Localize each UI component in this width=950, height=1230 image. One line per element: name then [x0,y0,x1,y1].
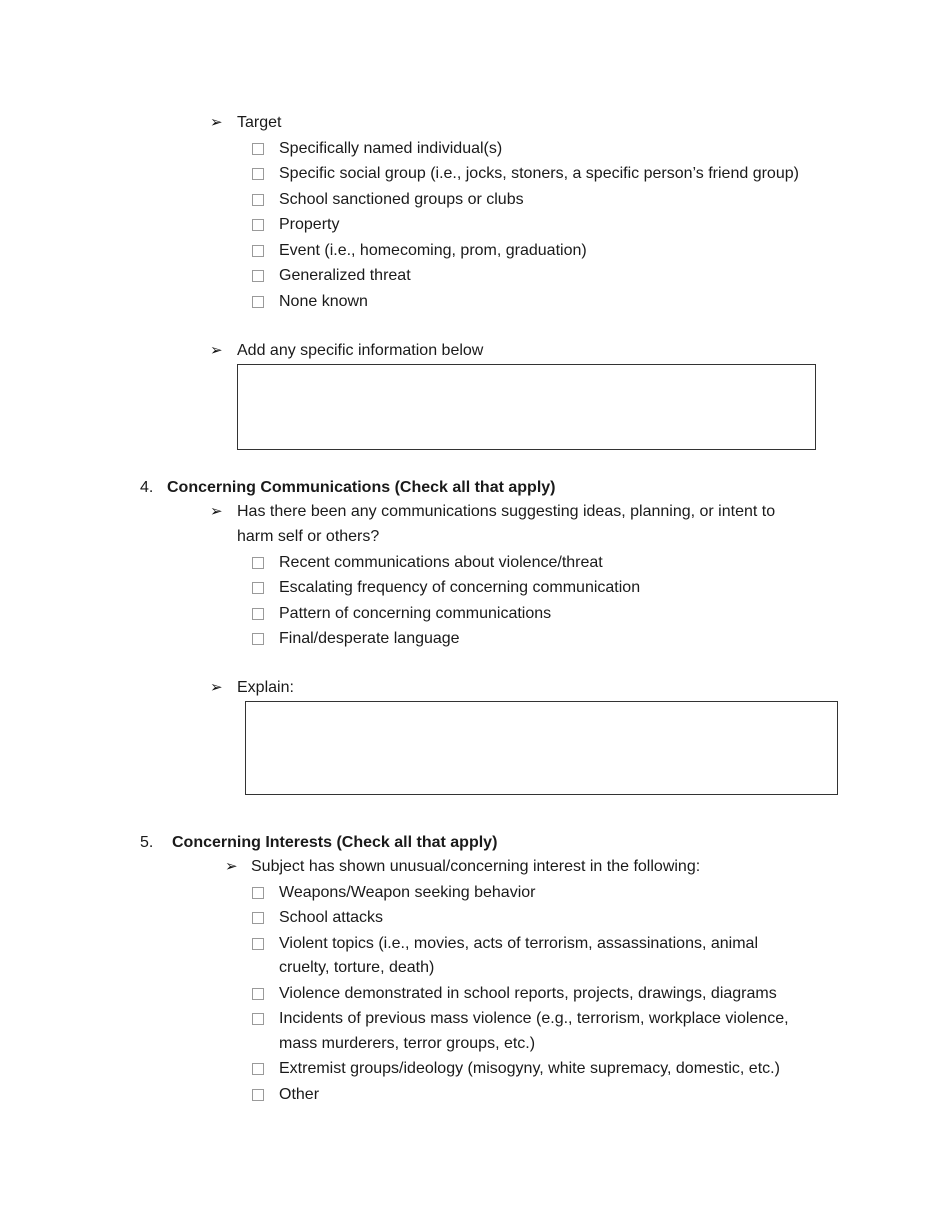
checkbox-icon[interactable] [252,887,264,899]
checkbox-icon[interactable] [252,582,264,594]
arrow-bullet-icon: ➢ [210,114,223,131]
section4-question-line2: harm self or others? [237,528,380,545]
checkbox-icon[interactable] [252,1089,264,1101]
interest-option-label: Incidents of previous mass violence (e.g., terrorism, workplace violence, [279,1010,789,1027]
add-info-prompt: Add any specific information below [237,342,484,359]
interest-option-label-continued: mass murderers, terror groups, etc.) [279,1035,536,1052]
communication-option-label: Recent communications about violence/threat [279,554,603,571]
explain-prompt: Explain: [237,679,294,696]
checkbox-icon[interactable] [252,633,264,645]
communication-option-label: Pattern of concerning communications [279,605,552,622]
specific-info-textbox[interactable] [237,364,816,450]
arrow-bullet-icon: ➢ [210,503,223,520]
checkbox-icon[interactable] [252,296,264,308]
target-option-label: School sanctioned groups or clubs [279,191,524,208]
interest-option-label: Extremist groups/ideology (misogyny, white supremacy, domestic, etc.) [279,1060,780,1077]
checkbox-icon[interactable] [252,143,264,155]
explain-textbox[interactable] [245,701,838,795]
checkbox-icon[interactable] [252,557,264,569]
checkbox-icon[interactable] [252,168,264,180]
arrow-bullet-icon: ➢ [210,679,223,696]
communication-option-label: Escalating frequency of concerning communication [279,579,641,596]
interest-option-label: School attacks [279,909,384,926]
section4-question-line1: Has there been any communications suggesting ideas, planning, or intent to [237,503,776,520]
interest-option-label: Violence demonstrated in school reports, projects, drawings, diagrams [279,985,777,1002]
target-option-label: Specifically named individual(s) [279,140,503,157]
checkbox-icon[interactable] [252,938,264,950]
target-option-label: Property [279,216,340,233]
checkbox-icon[interactable] [252,219,264,231]
interest-option-label-continued: cruelty, torture, death) [279,959,435,976]
checkbox-icon[interactable] [252,194,264,206]
section5-question: Subject has shown unusual/concerning interest in the following: [251,858,701,875]
arrow-bullet-icon: ➢ [210,342,223,359]
checkbox-icon[interactable] [252,608,264,620]
target-option-label: None known [279,293,368,310]
checkbox-icon[interactable] [252,988,264,1000]
checkbox-icon[interactable] [252,912,264,924]
arrow-bullet-icon: ➢ [225,858,238,875]
interest-option-label: Violent topics (i.e., movies, acts of terrorism, assassinations, animal [279,935,758,952]
target-option-label: Generalized threat [279,267,411,284]
target-option-label: Specific social group (i.e., jocks, stoners, a specific person’s friend group) [279,165,799,182]
checkbox-icon[interactable] [252,1013,264,1025]
communication-option-label: Final/desperate language [279,630,460,647]
interest-option-label: Other [279,1086,320,1103]
checkbox-icon[interactable] [252,245,264,257]
target-heading: Target [237,114,282,131]
target-option-label: Event (i.e., homecoming, prom, graduation) [279,242,587,259]
interest-option-label: Weapons/Weapon seeking behavior [279,884,536,901]
section5-title: Concerning Interests (Check all that apply) [172,834,498,851]
checkbox-icon[interactable] [252,1063,264,1075]
section4-title: Concerning Communications (Check all that apply) [167,479,556,496]
section5-number: 5. [140,834,154,851]
checkbox-icon[interactable] [252,270,264,282]
section4-number: 4. [140,479,154,496]
